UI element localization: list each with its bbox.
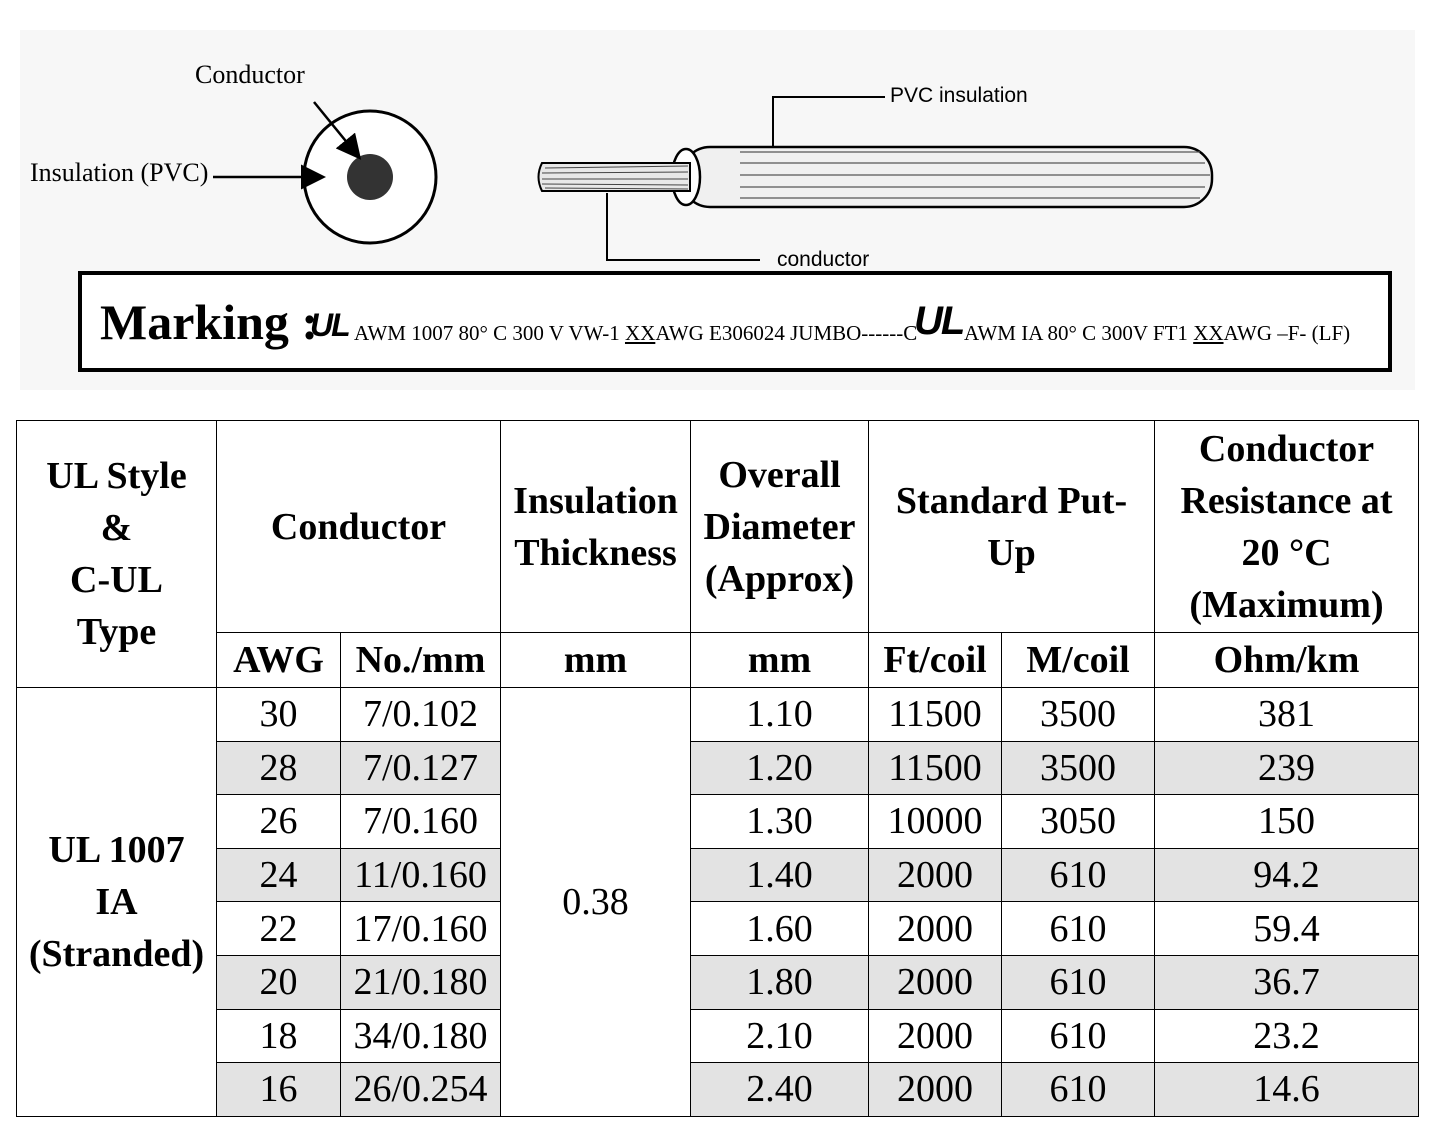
unit-ft: Ft/coil (869, 633, 1002, 688)
unit-ohm: Ohm/km (1155, 633, 1419, 688)
resistance-line-4: (Maximum) (1189, 583, 1384, 626)
diameter-cell: 1.10 (691, 688, 869, 742)
awg-cell: 28 (217, 741, 341, 795)
marking-xx-2: XX (1193, 321, 1224, 345)
marking-part-1b: AWG E306024 JUMBO------C (655, 321, 918, 345)
ft-coil-cell: 2000 (869, 1009, 1002, 1063)
ul-style-line-4: Type (76, 611, 157, 653)
ft-coil-cell: 2000 (869, 1063, 1002, 1117)
resistance-cell: 381 (1155, 688, 1419, 742)
diameter-cell: 1.20 (691, 741, 869, 795)
diameter-cell: 1.60 (691, 902, 869, 956)
strand-cell: 7/0.102 (341, 688, 501, 742)
m-coil-cell: 3050 (1002, 795, 1155, 849)
insulation-line-2: Thickness (514, 531, 677, 574)
resistance-header (1155, 421, 1419, 633)
strand-cell: 26/0.254 (341, 1063, 501, 1117)
resistance-cell: 36.7 (1155, 955, 1419, 1009)
marking-part-2a: AWM IA 80° C 300V FT1 (964, 321, 1194, 345)
m-coil-cell: 3500 (1002, 741, 1155, 795)
marking-part-2b: AWG –F- (LF) (1223, 321, 1351, 345)
table-row (17, 848, 1419, 902)
insulation-thickness-cell: 0.38 (501, 688, 691, 1117)
table-row (17, 688, 1419, 742)
table-row (17, 795, 1419, 849)
ul-style-header (17, 421, 217, 688)
diameter-header (691, 421, 869, 633)
awg-cell: 20 (217, 955, 341, 1009)
marking-text-2 (964, 321, 1350, 346)
side-view-insulation-label: PVC insulation (890, 84, 1028, 107)
spec-table-body (17, 688, 1419, 1117)
style-name-line: (Stranded) (28, 932, 205, 975)
m-coil-cell: 610 (1002, 1063, 1155, 1117)
ul-style-line-2: & (100, 507, 133, 549)
diameter-cell: 1.80 (691, 955, 869, 1009)
putup-line-1: Standard Put- (895, 479, 1128, 522)
marking-part-1a: AWM 1007 80° C 300 V VW-1 (354, 321, 625, 345)
table-row (17, 955, 1419, 1009)
ft-coil-cell: 11500 (869, 688, 1002, 742)
insulation-line-1: Insulation (513, 479, 678, 522)
diameter-cell: 2.40 (691, 1063, 869, 1117)
awg-cell: 18 (217, 1009, 341, 1063)
resistance-line-3: 20 °C (1241, 531, 1332, 574)
conductor-header: Conductor (217, 421, 501, 633)
strand-cell: 7/0.160 (341, 795, 501, 849)
m-coil-cell: 610 (1002, 955, 1155, 1009)
resistance-line-2: Resistance at (1180, 479, 1393, 522)
marking-xx-1: XX (624, 321, 656, 345)
putup-line-2: Up (987, 531, 1036, 574)
strand-cell: 17/0.160 (341, 902, 501, 956)
unit-awg: AWG (217, 633, 341, 688)
diameter-cell: 1.40 (691, 848, 869, 902)
awg-cell: 24 (217, 848, 341, 902)
insulation-header (501, 421, 691, 633)
awg-cell: 16 (217, 1063, 341, 1117)
diameter-line-1: Overall (718, 453, 841, 496)
resistance-cell: 150 (1155, 795, 1419, 849)
ul-logo-large-icon: UL (914, 299, 964, 343)
resistance-cell: 23.2 (1155, 1009, 1419, 1063)
awg-cell: 30 (217, 688, 341, 742)
cross-section-insulation-label: Insulation (PVC) (30, 158, 209, 187)
units-row (17, 633, 1419, 688)
style-name-line: IA (95, 880, 138, 923)
ft-coil-cell: 2000 (869, 902, 1002, 956)
putup-header (869, 421, 1155, 633)
side-view-conductor-label: conductor (777, 248, 870, 271)
cross-section-conductor-label: Conductor (195, 60, 305, 89)
strand-cell: 21/0.180 (341, 955, 501, 1009)
ft-coil-cell: 11500 (869, 741, 1002, 795)
table-row (17, 902, 1419, 956)
marking-box (78, 271, 1392, 372)
unit-m: M/coil (1002, 633, 1155, 688)
m-coil-cell: 610 (1002, 1009, 1155, 1063)
marking-title: Marking : (100, 294, 319, 350)
diameter-cell: 1.30 (691, 795, 869, 849)
strand-cell: 7/0.127 (341, 741, 501, 795)
ft-coil-cell: 10000 (869, 795, 1002, 849)
strand-cell: 11/0.160 (341, 848, 501, 902)
table-row (17, 1009, 1419, 1063)
ul-style-line-3: C-UL (70, 559, 163, 601)
diameter-line-2: Diameter (703, 505, 856, 548)
header-row (17, 421, 1419, 633)
ul-style-line-1: UL Style (46, 455, 187, 497)
m-coil-cell: 3500 (1002, 688, 1155, 742)
resistance-cell: 59.4 (1155, 902, 1419, 956)
table-row (17, 741, 1419, 795)
style-name-line: UL 1007 (48, 828, 185, 871)
table-row (17, 1063, 1419, 1117)
style-name-cell (17, 688, 217, 1117)
m-coil-cell: 610 (1002, 848, 1155, 902)
ft-coil-cell: 2000 (869, 848, 1002, 902)
unit-diameter: mm (691, 633, 869, 688)
resistance-line-1: Conductor (1198, 427, 1375, 470)
diameter-line-3: (Approx) (704, 557, 855, 600)
conductor-core (347, 154, 393, 200)
resistance-cell: 14.6 (1155, 1063, 1419, 1117)
unit-strand: No./mm (341, 633, 501, 688)
resistance-cell: 239 (1155, 741, 1419, 795)
spec-table (16, 420, 1419, 1117)
awg-cell: 26 (217, 795, 341, 849)
resistance-cell: 94.2 (1155, 848, 1419, 902)
unit-insulation: mm (501, 633, 691, 688)
ft-coil-cell: 2000 (869, 955, 1002, 1009)
ul-logo-icon: UL (310, 307, 349, 343)
strand-cell: 34/0.180 (341, 1009, 501, 1063)
diameter-cell: 2.10 (691, 1009, 869, 1063)
m-coil-cell: 610 (1002, 902, 1155, 956)
awg-cell: 22 (217, 902, 341, 956)
marking-text-1 (354, 321, 917, 346)
